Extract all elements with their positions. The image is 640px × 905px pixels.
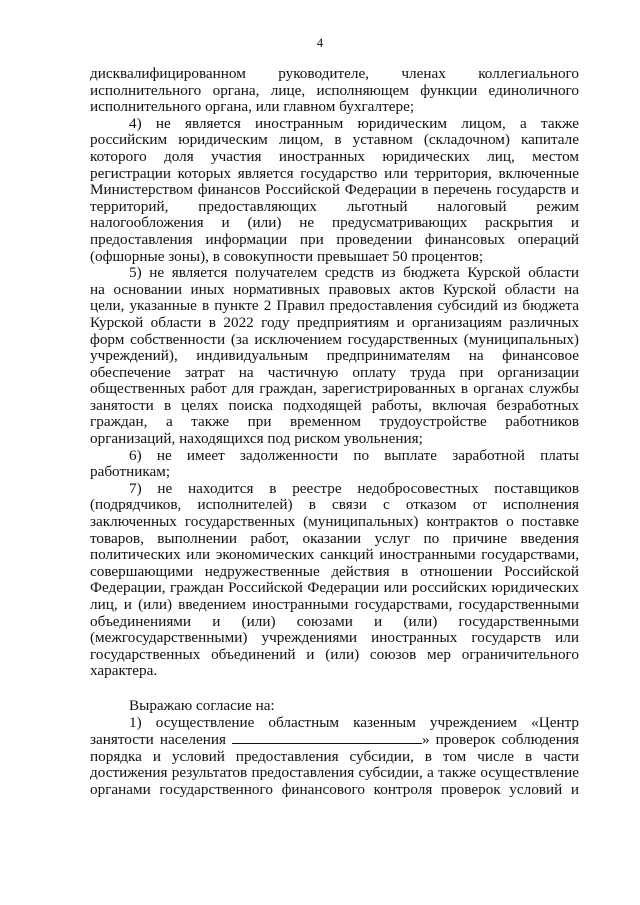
text-line: учреждений), индивидуальным предпринимателям на финансовое: [90, 347, 579, 365]
text-line: исполнительного органа, лице, исполняющем функции единоличного: [90, 81, 579, 99]
text-line: исполнительного органа, или главном бухгалтере;: [90, 98, 415, 116]
text-line: 7) не находится в реестре недобросовестных поставщиков: [129, 479, 579, 497]
text-line: Федерации, граждан Российской Федерации или российских юридических: [90, 579, 579, 597]
text-line: Министерством финансов Российской Федерации в перечень государств и: [90, 181, 579, 199]
text-line: предоставления информации при проведении финансовых операций: [90, 230, 579, 248]
text-line: (подрядчиков, исполнителей) в связи с отказом от исполнения: [90, 496, 579, 514]
text-line: Курской области в 2022 году предприятиям и организациям различных: [90, 313, 579, 331]
text-line: на основании иных нормативных правовых актов Курской области на: [90, 280, 579, 298]
text-line: налогообложения и (или) не предусматривающих раскрытия и: [90, 214, 579, 232]
text-line: 6) не имеет задолженности по выплате заработной платы: [129, 446, 579, 464]
fill-in-blank: [232, 731, 422, 744]
text-line: организаций, находящихся под риском увольнения;: [90, 430, 423, 448]
text-line: характера.: [90, 662, 158, 680]
text-line: 4) не является иностранным юридическим лицом, а также: [129, 114, 579, 132]
text-line: регистрации которых является государство или территория, включенные: [90, 164, 579, 182]
text-line: граждан, а также при временном трудоустройстве работников: [90, 413, 579, 431]
text-line: дисквалифицированном руководителе, членах коллегиального: [90, 65, 579, 82]
text-line: работникам;: [90, 463, 171, 481]
text-line: достижения результатов предоставления субсидии, а также осуществление: [90, 764, 579, 782]
text-line: российским юридическим лицом, в уставном (складочном) капитале: [90, 131, 579, 149]
text-line: политических или экономических санкций иностранными государствами,: [90, 546, 579, 564]
text-line: занятости населения » проверок соблюдения: [90, 731, 579, 749]
text-line: органами государственного финансового контроля проверок условий и: [90, 780, 579, 798]
text-line: 5) не является получателем средств из бюджета Курской области: [129, 264, 579, 282]
text-line: объединениями и (или) союзами и (или) государственными: [90, 612, 579, 630]
text-line: форм собственности (за исключением государственных (муниципальных): [90, 330, 579, 348]
text-line: 1) осуществление областным казенным учреждением «Центр: [129, 713, 579, 731]
paragraph-gap: [90, 680, 579, 698]
page-number: 4: [316, 36, 324, 50]
text-line: цели, указанные в пункте 2 Правил предоставления субсидий из бюджета: [90, 297, 579, 315]
text-line: (межгосударственными) учреждениями иностранных государств или: [90, 629, 579, 647]
document-body: [90, 66, 579, 799]
text-line: которого доля участия иностранных юридических лиц, местом: [90, 147, 579, 165]
text-line: занятости в целях поиска подходящей работы, включая безработных: [90, 396, 579, 414]
text-line: территорий, предоставляющих льготный налоговый режим: [90, 197, 579, 215]
text-line: Выражаю согласие на:: [129, 696, 275, 714]
text-line: общественных работ для граждан, зарегистрированных в органах службы: [90, 380, 579, 398]
text-line: обеспечение затрат на частичную оплату труда при организации: [90, 363, 579, 381]
text-line: государственных объединений и (или) союзов мер ограничительного: [90, 645, 579, 663]
text-line: товаров, выполнении работ, оказании услуг по причине введения: [90, 529, 579, 547]
text-line: заключенных государственных (муниципальных) контрактов о поставке: [90, 513, 579, 531]
text-line: лиц, и (или) введением иностранными государствами, государственными: [90, 596, 579, 613]
text-line: (офшорные зоны), в совокупности превышает 50 процентов;: [90, 247, 484, 265]
text-line: порядка и условий предоставления субсидии, в том числе в части: [90, 747, 579, 765]
text-line: совершающими недружественные действия в отношении Российской: [90, 562, 579, 580]
